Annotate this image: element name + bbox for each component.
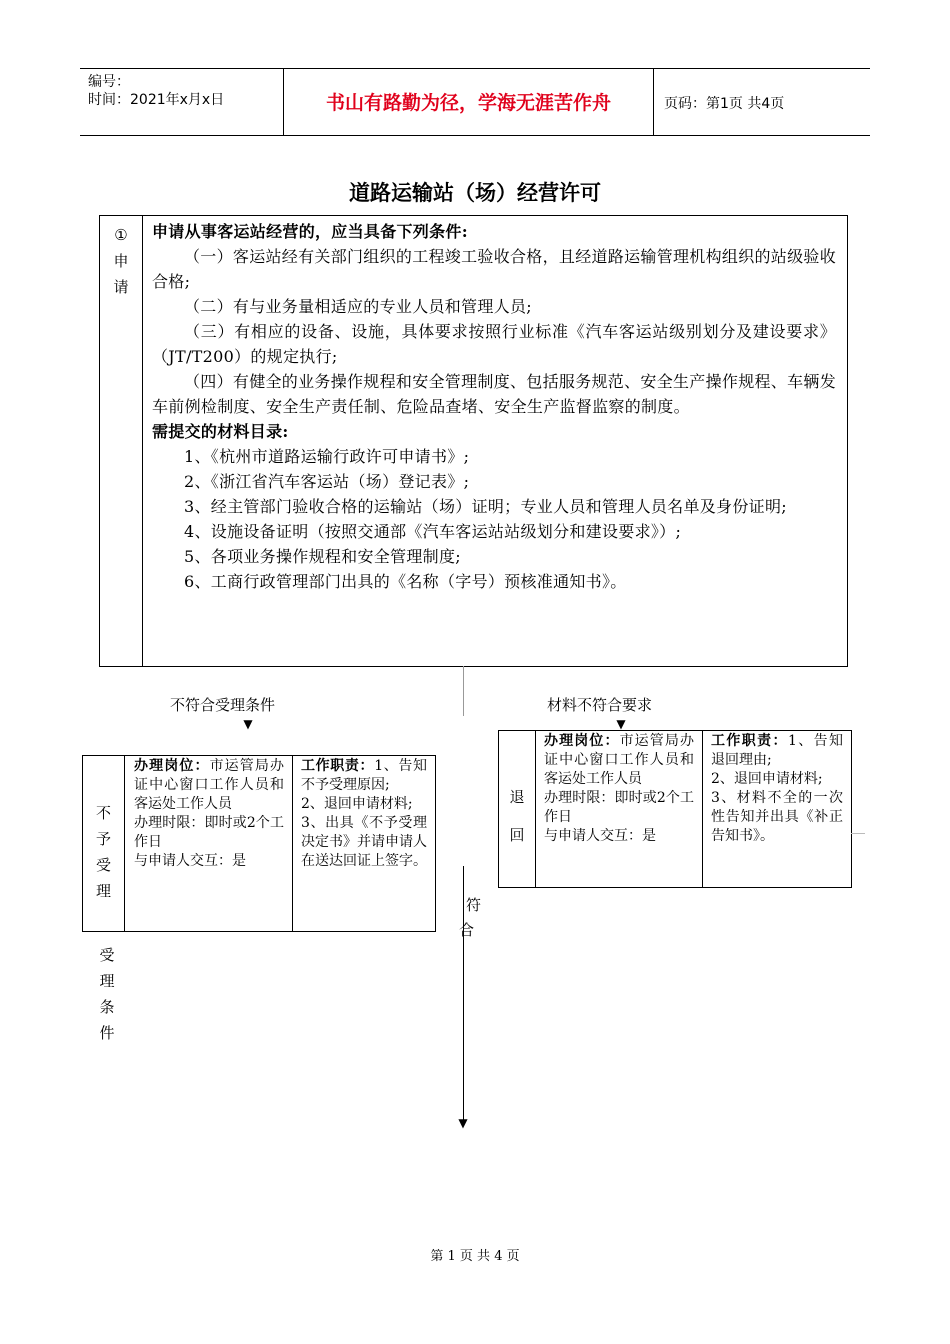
header-divider-right	[653, 68, 654, 135]
center-label-char: 符	[466, 896, 482, 914]
duty-heading: 工作职责：	[301, 758, 375, 774]
duty-text: 1、告知不予受理原因;	[301, 758, 427, 793]
return-box-divider-1	[535, 730, 536, 887]
post-text: 市运管局办证中心窗口工作人员和客运处工作人员	[134, 758, 285, 812]
material-item: 1、《杭州市道路运输行政许可申请书》;	[184, 447, 470, 466]
material-item: 3、经主管部门验收合格的运输站（场）证明；专业人员和管理人员名单及身份证明;	[184, 497, 787, 516]
reject-label-char: 不	[95, 804, 111, 822]
arrow-down-icon: ▼	[458, 1116, 468, 1130]
document-title: 道路运输站（场）经营许可	[349, 180, 601, 205]
below-label-char: 条	[99, 998, 115, 1016]
duty-text: 1、告知退回理由;	[711, 733, 843, 768]
post-heading: 办理岗位：	[134, 758, 210, 774]
date-label: 时间：2021年x月x日	[88, 92, 225, 108]
below-label-char: 件	[99, 1024, 115, 1042]
material-item: 4、设施设备证明（按照交通部《汽车客运站站级划分和建设要求》）;	[184, 522, 682, 541]
reject-box-divider-2	[292, 755, 293, 931]
center-connector-down	[463, 866, 464, 1120]
material-item: 2、《浙江省汽车客运站（场）登记表》;	[184, 472, 470, 491]
header-motto: 书山有路勤为径，学海无涯苦作舟	[325, 92, 611, 114]
duty-item: 2、退回申请材料;	[711, 771, 823, 787]
center-connector-top	[463, 666, 464, 716]
page-info: 页码：第1页 共4页	[664, 96, 785, 112]
header-bottom-rule	[80, 135, 870, 136]
return-label-char: 回	[509, 826, 525, 844]
conditions-heading: 申请从事客运站经营的，应当具备下列条件:	[152, 222, 468, 241]
page-footer: 第 1 页 共 4 页	[430, 1249, 520, 1264]
duty-item: 2、退回申请材料;	[301, 796, 413, 812]
reject-label-char: 受	[95, 856, 111, 874]
condition-item: （一）客运站经有关部门组织的工程竣工验收合格，且经道路运输管理机构组织的站级验收合格;	[152, 247, 837, 291]
arrow-down-icon: ▼	[616, 717, 626, 731]
step-number: ①	[114, 226, 128, 244]
return-box-connector	[851, 833, 865, 834]
post-text: 市运管局办证中心窗口工作人员和客运处工作人员	[544, 733, 695, 787]
time-limit: 办理时限：即时或2个工作日	[544, 790, 694, 825]
reject-duty-info	[301, 757, 427, 871]
application-content	[152, 219, 836, 594]
condition-item: （三）有相应的设备、设施，具体要求按照行业标准《汽车客运站级别划分及建设要求》（JT/T200）的规定执行;	[152, 322, 836, 366]
duty-item: 3、材料不全的一次性告知并出具《补正告知书》。	[711, 790, 843, 844]
duty-item: 3、出具《不予受理决定书》并请申请人在送达回证上签字。	[301, 815, 427, 869]
serial-number-label: 编号：	[88, 74, 130, 90]
application-step-label	[100, 222, 142, 300]
duty-heading: 工作职责：	[711, 733, 788, 749]
return-box-divider-2	[702, 730, 703, 887]
condition-item: （二）有与业务量相适应的专业人员和管理人员;	[184, 297, 532, 316]
right-branch-label: 材料不符合要求	[547, 696, 653, 714]
post-heading: 办理岗位：	[544, 733, 620, 749]
reject-label-char: 予	[95, 830, 111, 848]
condition-item: （四）有健全的业务操作规程和安全管理制度、包括服务规范、安全生产操作规程、车辆发车前例检制度、安全生产责任制、危险品查堵、安全生产监督监察的制度。	[152, 372, 837, 416]
application-box-divider	[142, 215, 143, 666]
time-limit: 办理时限：即时或2个工作日	[134, 815, 284, 850]
step-label-char: 请	[113, 278, 129, 296]
interaction: 与申请人交互：是	[544, 828, 656, 844]
return-label	[499, 778, 535, 854]
reject-label-char: 理	[95, 882, 111, 900]
materials-heading: 需提交的材料目录:	[152, 422, 289, 441]
below-label	[96, 942, 118, 1046]
reject-post-info	[134, 757, 284, 871]
interaction: 与申请人交互：是	[134, 853, 246, 869]
return-post-info	[544, 732, 694, 846]
center-label-char: 合	[459, 921, 475, 939]
return-label-char: 退	[509, 788, 525, 806]
below-label-char: 理	[99, 972, 115, 990]
header-top-rule	[80, 68, 870, 69]
material-item: 6、工商行政管理部门出具的《名称（字号）预核准通知书》。	[184, 572, 627, 591]
return-duty-info	[711, 732, 843, 846]
step-label-char: 申	[113, 252, 129, 270]
below-label-char: 受	[99, 946, 115, 964]
arrow-down-icon: ▼	[243, 717, 253, 731]
reject-box-divider-1	[124, 755, 125, 931]
left-branch-label: 不符合受理条件	[170, 696, 276, 714]
material-item: 5、各项业务操作规程和安全管理制度;	[184, 547, 461, 566]
reject-label	[83, 800, 124, 904]
